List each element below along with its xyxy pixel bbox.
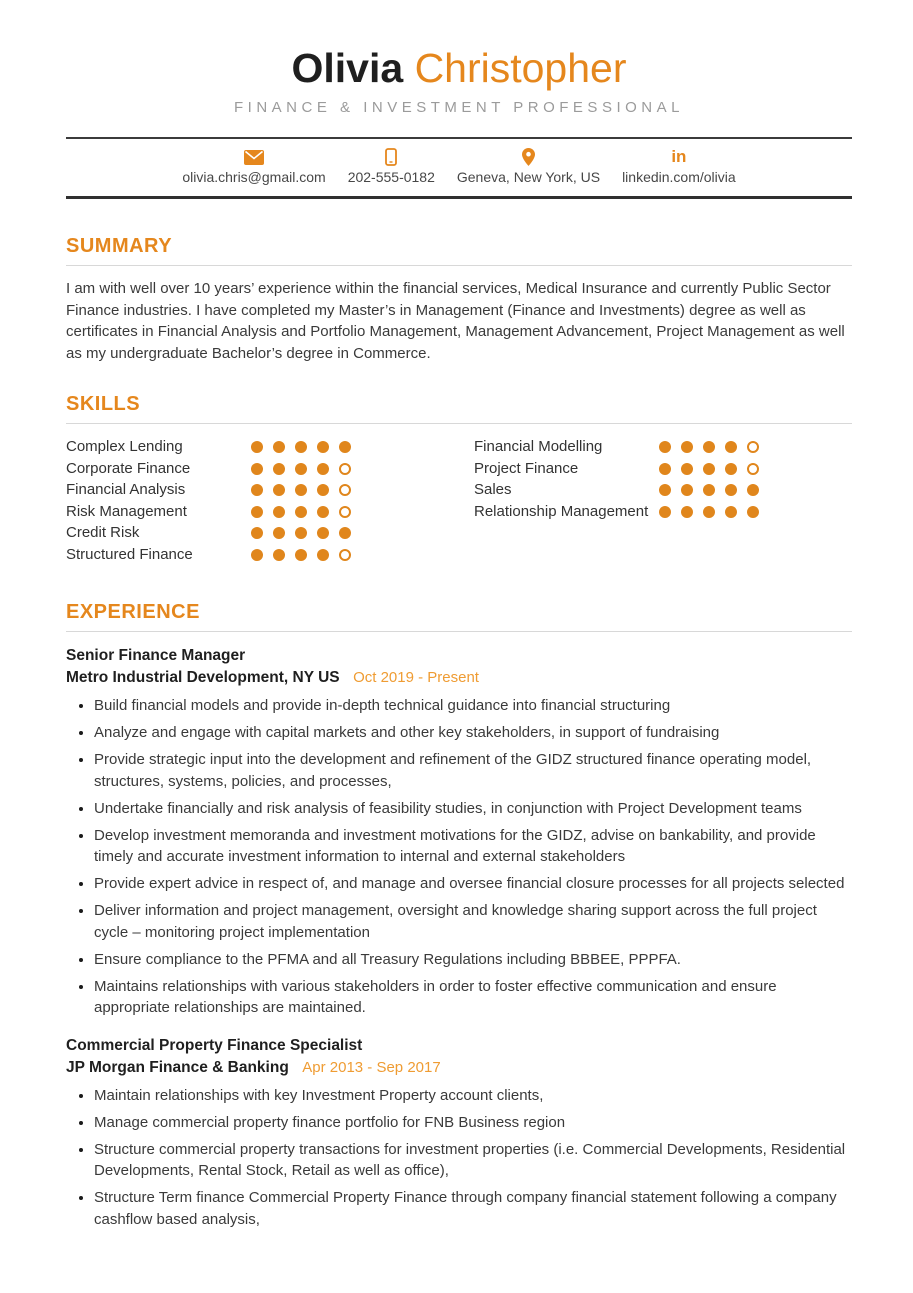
rating-dot-filled	[681, 463, 693, 475]
rating-dot-filled	[747, 506, 759, 518]
rating-dot-filled	[295, 484, 307, 496]
rating-dot-filled	[295, 549, 307, 561]
skill-rating	[659, 458, 759, 475]
job-bullet: • Analyze and engage with capital markets and other key stakeholders, in support of fundraising	[94, 722, 852, 744]
skill-row	[66, 544, 444, 566]
job-bullet: • Ensure compliance to the PFMA and all Treasury Regulations including BBBEE, PPPFA.	[94, 949, 852, 971]
skill-name: Structured Finance	[66, 545, 193, 563]
rating-dot-empty	[339, 463, 351, 475]
skill-rating	[659, 501, 759, 518]
candidate-name	[66, 44, 852, 92]
rating-dot-filled	[295, 506, 307, 518]
rating-dot-filled	[681, 484, 693, 496]
contact-linkedin	[622, 148, 736, 185]
rating-dot-filled	[659, 506, 671, 518]
skill-rating	[251, 501, 351, 518]
rating-dot-filled	[295, 441, 307, 453]
skill-rating	[251, 436, 351, 453]
job-bullet: • Manage commercial property finance portfolio for FNB Business region	[94, 1112, 852, 1134]
job-title: Senior Finance Manager	[66, 647, 246, 664]
contact-bar	[66, 137, 852, 199]
resume-header	[66, 44, 852, 116]
job-subline	[66, 667, 852, 688]
rating-dot-filled	[251, 506, 263, 518]
rating-dot-filled	[725, 506, 737, 518]
rating-dot-filled	[725, 484, 737, 496]
skill-row	[474, 479, 852, 501]
rating-dot-filled	[659, 463, 671, 475]
skill-rating	[251, 458, 351, 475]
skill-row	[66, 522, 444, 544]
rating-dot-filled	[295, 527, 307, 539]
job-bullet: • Deliver information and project management, oversight and knowledge sharing support across the full project cycle – monitoring project implementation	[94, 900, 852, 943]
skill-row	[474, 458, 852, 480]
rating-dot-filled	[703, 506, 715, 518]
skill-rating	[251, 479, 351, 496]
rating-dot-filled	[317, 527, 329, 539]
contact-email-text: olivia.chris@gmail.com	[182, 169, 326, 185]
rating-dot-filled	[703, 484, 715, 496]
rating-dot-filled	[317, 506, 329, 518]
rating-dot-filled	[659, 484, 671, 496]
skills-column-left	[66, 436, 444, 565]
rating-dot-filled	[273, 549, 285, 561]
rating-dot-filled	[747, 484, 759, 496]
rating-dot-filled	[703, 463, 715, 475]
rating-dot-filled	[317, 463, 329, 475]
job-company: JP Morgan Finance & Banking	[66, 1058, 289, 1076]
rating-dot-filled	[273, 506, 285, 518]
rating-dot-filled	[659, 441, 671, 453]
skill-rating	[659, 436, 759, 453]
professional-title: FINANCE & INVESTMENT PROFESSIONAL	[234, 99, 684, 116]
contact-phone-text: 202-555-0182	[347, 169, 435, 185]
phone-icon	[385, 148, 397, 166]
summary-text: I am with well over 10 years’ experience within the financial services, Medical Insurance and currently Public Sector Finance industries. I have completed my Master’s in Management (Finance and Investments) degree as well as certificates in Financial Analysis and Portfolio Management, Management Advancement, Project Management as well as my undergraduate Bachelor’s degree in Commerce.	[66, 280, 845, 362]
experience-section	[66, 601, 852, 1230]
job-bullet: • Develop investment memoranda and investment motivations for the GIDZ, advise on bankability, and provide timely and accurate investment information to internal and external stakeholders	[94, 825, 852, 868]
skill-row	[66, 501, 444, 523]
skills-heading: SKILLS	[66, 393, 852, 424]
skills-section	[66, 393, 852, 565]
rating-dot-filled	[681, 441, 693, 453]
job-entry	[66, 1035, 852, 1231]
job-bullet: • Structure commercial property transactions for investment properties (i.e. Commercial Developments, Residential Developments, Rental Stock, Retail as well as office),	[94, 1139, 852, 1182]
contact-location-text: Geneva, New York, US	[456, 169, 601, 185]
job-bullet: • Build financial models and provide in-depth technical guidance into financial structuring	[94, 695, 852, 717]
job-subline	[66, 1057, 852, 1078]
job-bullet-list	[66, 1085, 852, 1231]
job-title: Commercial Property Finance Specialist	[66, 1036, 363, 1054]
last-name: Christopher	[414, 45, 627, 91]
job-bullet: • Maintains relationships with various stakeholders in order to foster effective communication and ensure appropriate relationships are maintained.	[94, 976, 852, 1019]
first-name: Olivia	[291, 45, 404, 91]
job-bullet-list	[66, 695, 852, 1019]
contact-phone	[348, 148, 435, 185]
job-bullet: • Provide expert advice in respect of, and manage and oversee financial closure processes for all projects selected	[94, 873, 852, 895]
rating-dot-filled	[251, 527, 263, 539]
rating-dot-empty	[747, 441, 759, 453]
rating-dot-filled	[317, 549, 329, 561]
job-bullet: • Maintain relationships with key Investment Property account clients,	[94, 1085, 852, 1107]
contact-linkedin-text: linkedin.com/olivia	[622, 169, 736, 185]
rating-dot-filled	[251, 441, 263, 453]
rating-dot-filled	[273, 484, 285, 496]
skill-row	[474, 501, 852, 523]
rating-dot-empty	[747, 463, 759, 475]
rating-dot-filled	[317, 441, 329, 453]
linkedin-icon: in	[671, 147, 687, 166]
job-company: Metro Industrial Development, NY US	[66, 669, 340, 686]
rating-dot-filled	[339, 441, 351, 453]
skill-row	[66, 479, 444, 501]
job-bullet: • Provide strategic input into the development and refinement of the GIDZ structured finance operating model, structures, systems, policies, and processes,	[94, 749, 852, 792]
rating-dot-filled	[251, 484, 263, 496]
rating-dot-filled	[251, 549, 263, 561]
skill-rating	[659, 479, 759, 496]
rating-dot-empty	[339, 549, 351, 561]
rating-dot-filled	[317, 484, 329, 496]
contact-location	[457, 148, 600, 185]
rating-dot-filled	[273, 527, 285, 539]
rating-dot-filled	[681, 506, 693, 518]
skill-name: Relationship Management	[474, 502, 649, 520]
job-bullet: • Undertake financially and risk analysis of feasibility studies, in conjunction with Project Development teams	[94, 798, 852, 820]
rating-dot-filled	[295, 463, 307, 475]
skills-grid	[66, 436, 852, 565]
skill-name: Corporate Finance	[66, 459, 191, 477]
skills-column-right	[474, 436, 852, 522]
rating-dot-filled	[273, 441, 285, 453]
experience-heading: EXPERIENCE	[66, 601, 852, 632]
skill-name: Financial Analysis	[66, 481, 186, 498]
skill-rating	[251, 522, 351, 539]
contact-email	[182, 148, 325, 185]
job-dates: Apr 2013 - Sep 2017	[302, 1058, 441, 1076]
skill-name: Credit Risk	[66, 524, 140, 541]
envelope-icon	[244, 148, 264, 166]
skill-row	[474, 436, 852, 458]
rating-dot-filled	[725, 441, 737, 453]
skill-name: Sales	[474, 481, 512, 498]
rating-dot-filled	[725, 463, 737, 475]
location-pin-icon	[522, 148, 535, 166]
job-bullet: • Structure Term finance Commercial Property Finance through company financial statement following a company cashflow based analysis,	[94, 1187, 852, 1230]
rating-dot-filled	[339, 527, 351, 539]
job-entry	[66, 645, 852, 1019]
skill-row	[66, 458, 444, 480]
skill-name: Risk Management	[66, 502, 187, 520]
rating-dot-empty	[339, 484, 351, 496]
rating-dot-filled	[251, 463, 263, 475]
rating-dot-empty	[339, 506, 351, 518]
summary-heading: SUMMARY	[66, 235, 852, 266]
skill-name: Complex Lending	[66, 438, 183, 455]
skill-name: Project Finance	[474, 459, 579, 477]
summary-section	[66, 235, 852, 364]
skill-name: Financial Modelling	[474, 438, 603, 455]
rating-dot-filled	[703, 441, 715, 453]
skill-row	[66, 436, 444, 458]
skill-rating	[251, 544, 351, 561]
rating-dot-filled	[273, 463, 285, 475]
job-dates: Oct 2019 - Present	[353, 669, 479, 686]
